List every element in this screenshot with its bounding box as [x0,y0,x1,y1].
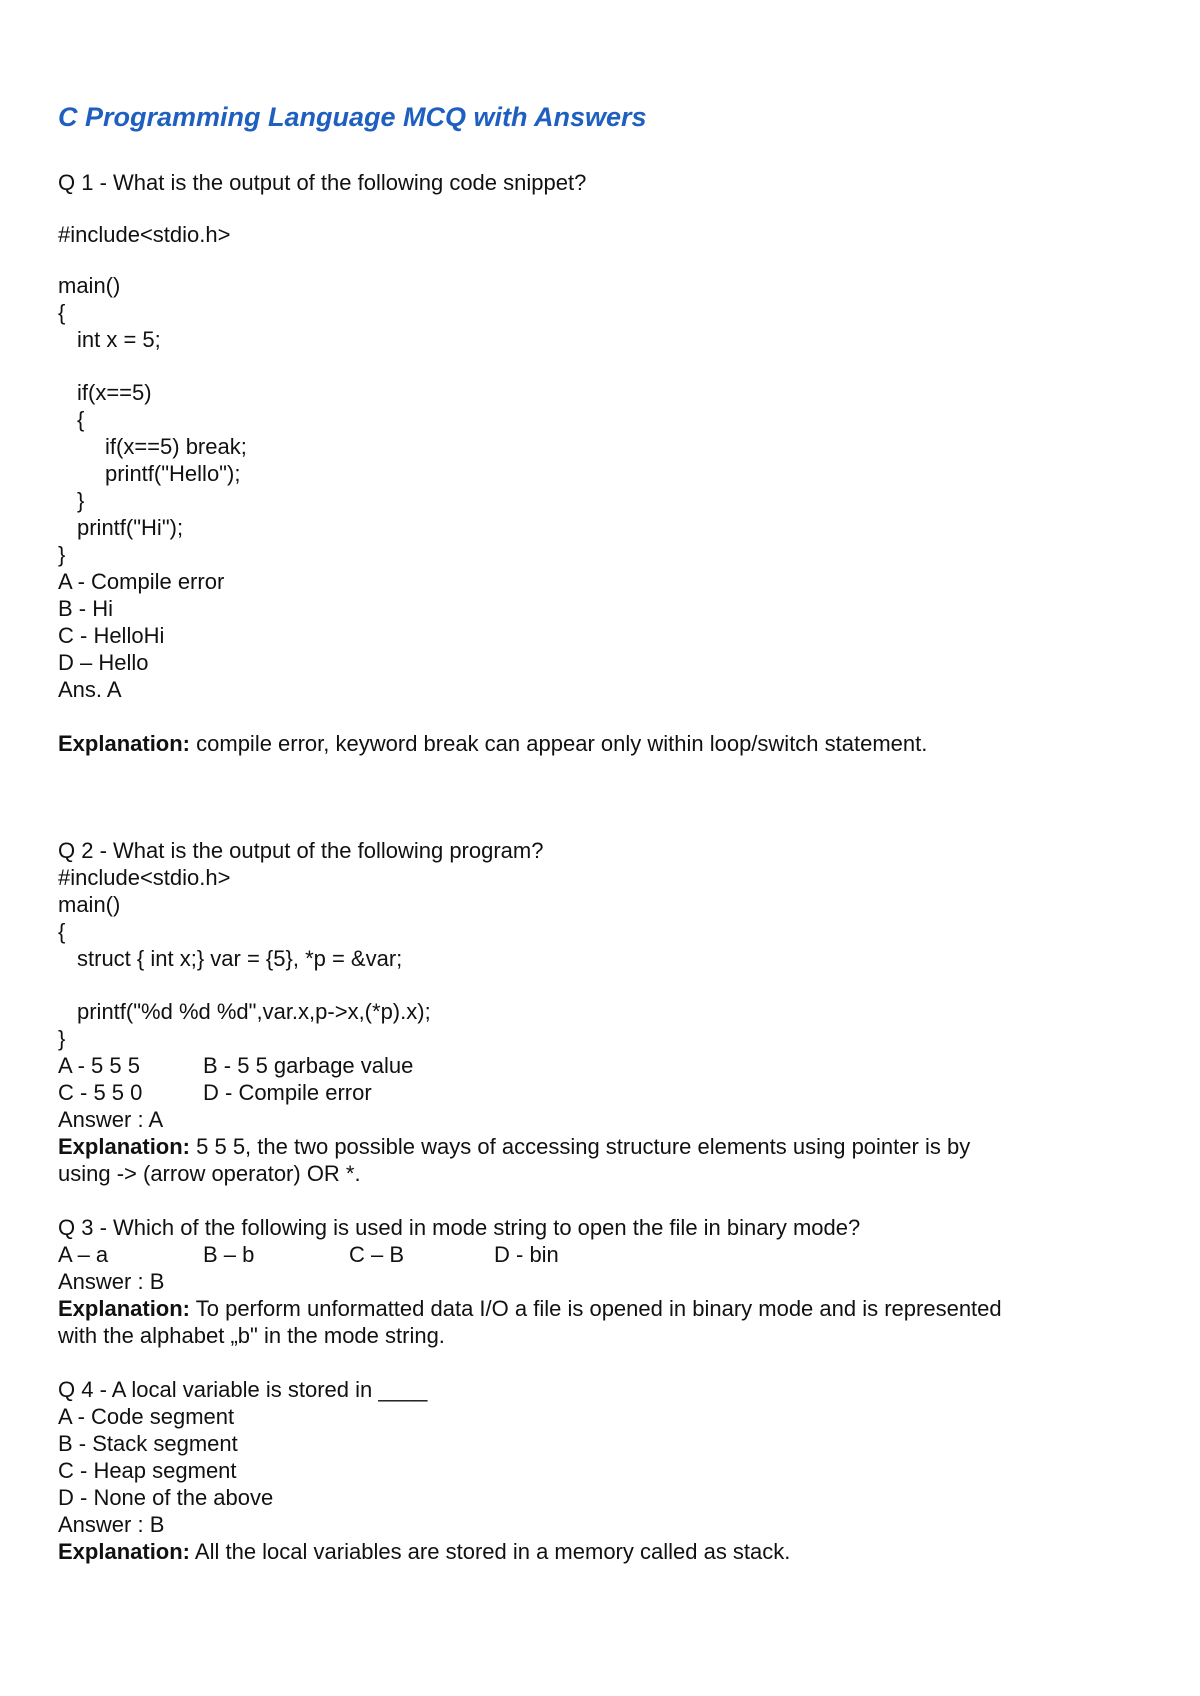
q1-code-line: { [77,407,85,432]
q1-code-line: main() [58,273,121,298]
q2-code-line: { [58,919,66,944]
q4-explanation [58,1538,790,1566]
q3-question: Q 3 - Which of the following is used in mode string to open the file in binary mode? [58,1215,861,1240]
q1-code-line: int x = 5; [77,327,161,352]
explanation-label: Explanation: [58,1134,191,1159]
q3-option: D - bin [494,1242,559,1267]
q3-explanation-continued: with the alphabet „b" in the mode string. [58,1323,445,1348]
q4-option: C - Heap segment [58,1458,237,1483]
q2-code-line: printf("%d %d %d",var.x,p->x,(*p).x); [77,999,431,1024]
q1-explanation [58,730,927,758]
q1-code-line: { [58,300,66,325]
q4-answer: Answer : B [58,1512,165,1537]
q4-question: Q 4 - A local variable is stored in ____ [58,1377,428,1402]
q3-option: A – a [58,1242,109,1267]
q4-option: B - Stack segment [58,1431,238,1456]
q3-explanation [58,1295,1002,1323]
q2-code-line: struct { int x;} var = {5}, *p = &var; [77,946,403,971]
q2-option: C - 5 5 0 [58,1080,143,1105]
q2-explanation-continued: using -> (arrow operator) OR *. [58,1161,361,1186]
q2-option: B - 5 5 garbage value [203,1053,414,1078]
explanation-label: Explanation: [58,731,191,756]
page-title: C Programming Language MCQ with Answers [58,102,647,132]
explanation-label: Explanation: [58,1539,191,1564]
q1-code-line: #include<stdio.h> [58,222,231,247]
q4-option: D - None of the above [58,1485,274,1510]
q1-option: B - Hi [58,596,113,621]
q2-explanation-text: 5 5 5, the two possible ways of accessing structure elements using pointer is by [190,1134,971,1159]
q1-option: C - HelloHi [58,623,165,648]
q3-answer: Answer : B [58,1269,165,1294]
q2-answer: Answer : A [58,1107,164,1132]
q1-code-line: printf("Hi"); [77,515,184,540]
q2-code-line: main() [58,892,121,917]
explanation-label: Explanation: [58,1296,191,1321]
q1-code-line: } [58,542,66,567]
q1-question: Q 1 - What is the output of the following code snippet? [58,170,587,195]
q2-question: Q 2 - What is the output of the following program? [58,838,544,863]
q2-explanation [58,1133,970,1161]
q1-answer: Ans. A [58,677,122,702]
q2-code-line: } [58,1026,66,1051]
q3-option: B – b [203,1242,255,1267]
q1-code-line: printf("Hello"); [105,461,241,486]
q1-code-line: if(x==5) break; [105,434,247,459]
q1-option: A - Compile error [58,569,225,594]
q1-code-line: if(x==5) [77,380,152,405]
q2-option: D - Compile error [203,1080,372,1105]
q2-code-line: #include<stdio.h> [58,865,231,890]
q3-explanation-text: To perform unformatted data I/O a file is opened in binary mode and is represented [190,1296,1002,1321]
q4-option: A - Code segment [58,1404,235,1429]
q4-explanation-text: All the local variables are stored in a memory called as stack. [190,1539,791,1564]
q2-option: A - 5 5 5 [58,1053,140,1078]
q1-code-line: } [77,488,85,513]
q3-option: C – B [349,1242,405,1267]
q1-option: D – Hello [58,650,149,675]
q1-explanation-text: compile error, keyword break can appear only within loop/switch statement. [190,731,928,756]
